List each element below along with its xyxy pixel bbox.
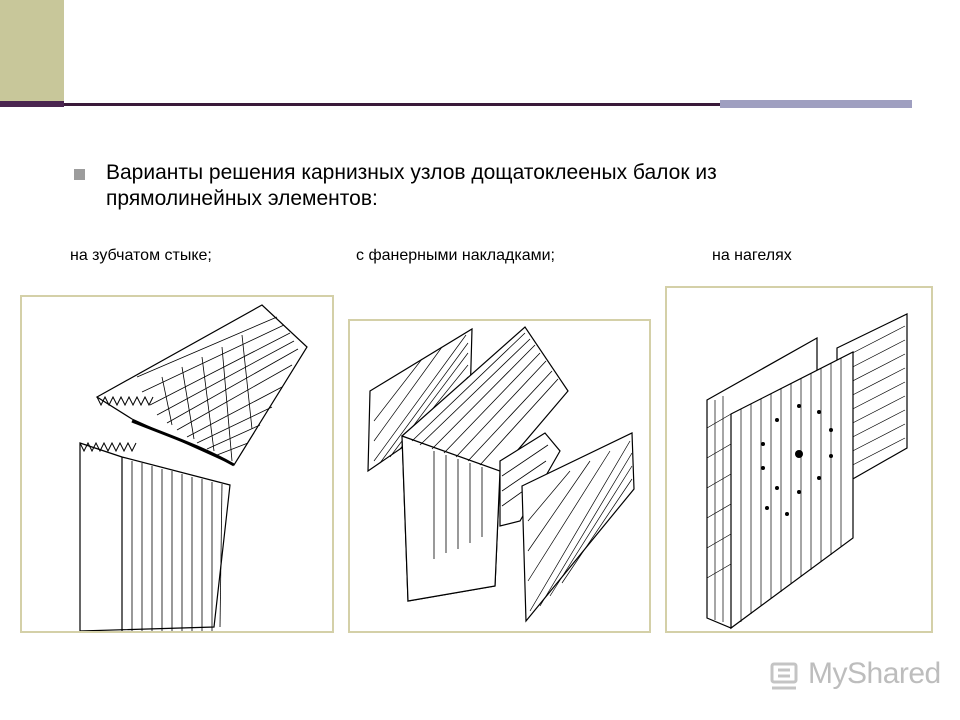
title-rule <box>0 103 720 106</box>
plywood-plates-drawing <box>350 321 649 631</box>
bullet-text: Варианты решения карнизных узлов дощатоклееных балок из прямолинейных элементов: <box>106 161 717 210</box>
finger-joint-drawing <box>22 297 332 631</box>
logo-text-shared: Shared <box>847 657 941 690</box>
dowels-drawing <box>667 288 931 631</box>
figure-dowels <box>665 286 933 633</box>
caption-plywood-plates: с фанерными накладками; <box>356 247 555 264</box>
logo-text-my: My <box>808 657 847 690</box>
caption-dowels: на нагелях <box>712 247 792 264</box>
title-rule-left <box>0 101 64 107</box>
logo-icon <box>768 658 804 694</box>
title-rule-accent <box>720 100 912 108</box>
figure-plywood-plates <box>348 319 651 633</box>
title-corner-block <box>0 0 64 104</box>
figure-finger-joint <box>20 295 334 633</box>
myshared-logo <box>768 656 941 696</box>
bullet-marker <box>74 169 85 180</box>
caption-finger-joint: на зубчатом стыке; <box>70 247 212 264</box>
